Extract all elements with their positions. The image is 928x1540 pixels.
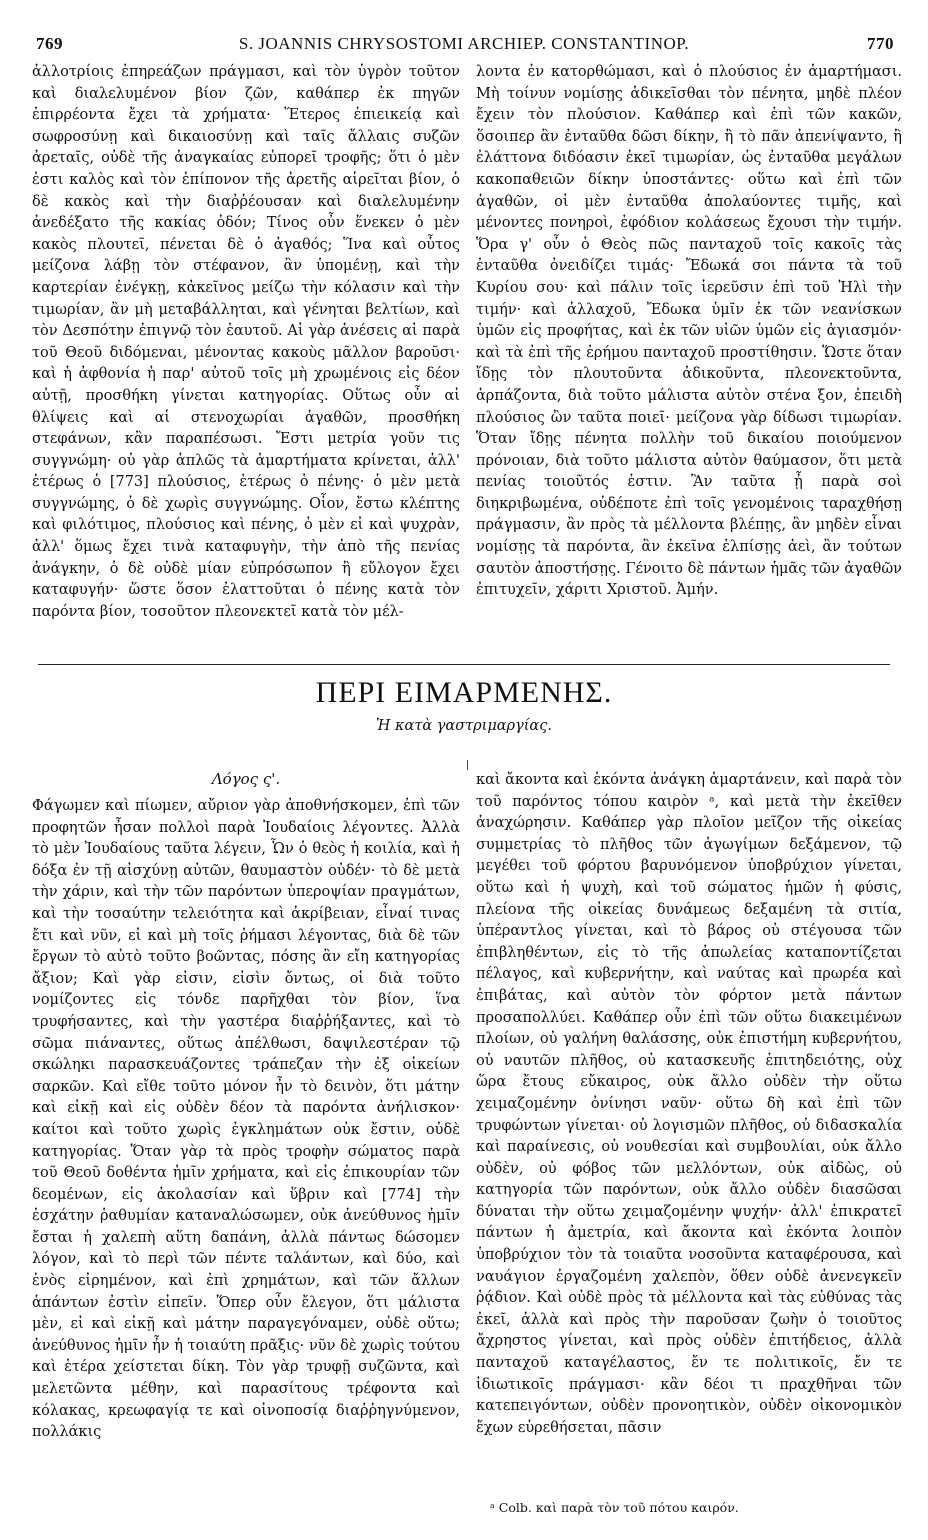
bottom-right-column [476, 770, 902, 1490]
top-right-paragraph: λοντα ἐν κατορθώμασι, καὶ ὁ πλούσιος ἐν ἁμαρτήμασι. Μὴ τοίνυν νομίσῃς ἀδικεῖσθαι τὸν πένητα, μηδὲ πλέον ἔχειν τὸν πλούσιον. Καθάπερ καὶ ἐπὶ τῶν κακῶν, ὅσοιπερ ἂν ἐνταῦθα δῶσι δίκην, ἢ τὸ πᾶν ἀπενίψαντο, ἢ ἐλάττονα διδόασιν ἐκεῖ τιμωρίαν, ὡς ἐνταῦθα μεγάλων κακοπαθειῶν δίκην ὑποστάντες· οὕτω καὶ ἐπὶ τῶν ἀγαθῶν, οἱ μὲν ἐνταῦθα ἀπολαύοντες τιμῆς, καὶ μένοντες πονηροὶ, ἐφόδιον κολάσεως ἔχουσι τὴν τιμήν. Ὅρα γ' οὖν ὁ Θεὸς πῶς πανταχοῦ τοῖς κακοῖς τὰς ἐνταῦθα ὀνειδίζει τιμάς· Ἔδωκά σοι πάντα τὰ τοῦ Κυρίου σου· καὶ πάλιν τοῖς ἱερεῦσιν ἐπὶ τοῦ Ἠλὶ τὴν τιμήν· καὶ ἀλλαχοῦ, Ἔδωκα ὑμῖν ἐκ τῶν νεανίσκων ὑμῶν εἰς προφήτας, καὶ ἐκ τῶν υἱῶν ὑμῶν εἰς ἁγιασμόν· καὶ τὰ ἐπὶ τῆς ἐρήμου πανταχοῦ προστίθησιν. Ὥστε ὅταν ἴδῃς τὸν πλουτοῦντα ἀδικοῦντα, πλεονεκτοῦντα, ἁρπάζοντα, διὰ τοῦτο μάλιστα αὐτὸν στένα ξον, ἐπειδὴ πλούσιος ὢν ταῦτα ποιεῖ· μείζονα γὰρ δίδωσι τιμωρίαν. Ὅταν ἴδῃς πένητα πολλὴν τοῦ δικαίου ποιούμενον πρόνοιαν, διὰ τοῦτο μάλιστα αὐτὸν θαύμασον, ὅτι μετὰ πενίας τοιοῦτός ἐστιν. Ἂν ταῦτα ᾖ παρὰ σοὶ διηκριβωμένα, οὐδέποτε ἐπὶ τοῖς γενομένοις ταραχθήσῃ πράγμασιν, ἂν πρὸς τὰ μέλλοντα βλέπῃς, ἂν μηδὲν εἶναι νομίσῃς τὰ παρόντα, ἂν ἐκεῖνα ἐλπίσῃς ἀεὶ, ἂν τούτων σαυτὸν ἀποστήσῃς. Γένοιτο δὲ πάντων ἡμᾶς τῶν ἀγαθῶν ἐπιτυχεῖν, χάριτι Χριστοῦ. Ἀμήν. [476, 64, 902, 599]
column-divider [467, 760, 468, 770]
bottom-left-column [32, 796, 460, 1516]
running-head [30, 34, 898, 56]
top-right-column [476, 62, 902, 652]
right-page-number: 770 [867, 34, 894, 53]
logos-heading: Λόγος ς'. [211, 770, 281, 788]
top-left-column [32, 62, 460, 652]
running-title: S. JOANNIS CHRYSOSTOMI ARCHIEP. CONSTANTINOP. [238, 34, 690, 53]
section-title: ΠΕΡΙ ΕΙΜΑΡΜΕΝΗΣ. [315, 676, 613, 709]
footnote: ᵃ Colb. καὶ παρὰ τὸν τοῦ πότου καιρόν. [490, 1500, 739, 1515]
section-subtitle: Ἡ κατὰ γαστριμαργίας. [376, 718, 552, 734]
section-divider-rule [38, 664, 890, 665]
bottom-right-paragraph: καὶ ἄκοντα καὶ ἑκόντα ἀνάγκη ἁμαρτάνειν, καὶ παρὰ τὸν τοῦ παρόντος τόπου καιρὸν ᵃ, καὶ μετὰ τὴν ἐκεῖθεν ἀναχώρησιν. Καθάπερ γὰρ πλοῖον μεῖζον τῆς οἰκείας συμμετρίας τὸ πλῆθος τῶν ἀγωγίμων δεξάμενον, τῷ μεγέθει τοῦ φόρτου βαρυνόμενον ὑποβρύχιον γίνεται, οὕτω καὶ ἡ ψυχὴ, καὶ τοῦ σώματος ἡμῶν ἡ φύσις, πλείονα τῆς οἰκείας δυνάμεως δεξαμένη τὰ σιτία, ὑπέραντλος γίνεται, καὶ τὸ βάρος οὐ στέγουσα τῶν ἐπιβληθέντων, εἰς τὸ τῆς ἀπωλείας καταποντίζεται πέλαγος, καὶ κυβερνήτην, καὶ ναύτας καὶ πρωρέα καὶ ἐπιβάτας, καὶ αὐτὸν τὸν φόρτον μετὰ πάντων προσαπολλύει. Καθάπερ οὖν ἐπὶ τῶν οὕτω διακειμένων πλοίων, οὐ γαλήνη θαλάσσης, οὐκ ἐπιστήμη κυβερνήτου, οὐ ναυτῶν πλῆθος, οὐ κατασκευῆς ἐπιτηδειότης, οὐχ ὥρα ἔτους εὔκαιρος, οὐκ ἄλλο οὐδὲν τὴν οὕτω χειμαζομένην ὀνίνησι ναῦν· οὕτω δὴ καὶ ἐπὶ τῶν τρυφώντων γίνεται· οὐ λογισμῶν πλῆθος, οὐ διδασκαλία καὶ παραίνεσις, οὐ νουθεσίαι καὶ συμβουλίαι, οὐκ ἄλλο οὐδὲν, οὐ φόβος τῶν μελλόντων, οὐκ αἰδὼς, οὐ κατηγορία τῶν παρόντων, οὐκ ἄλλο οὐδὲν διασῶσαι δύναται τὴν οὕτω χειμαζομένην ψυχήν· ἀλλ' ἐπικρατεῖ πάντων ἡ ἀμετρία, καὶ ἄκοντα καὶ ἑκόντα λοιπὸν ὑποβρύχιον τὸν τὰ τοιαῦτα νοσοῦντα καταφέρουσα, καὶ ναυάγιον ἐργαζομένη χαλεπὸν, ὅθεν οὐδὲ ἀνενεγκεῖν ῥᾴδιον. Καὶ οὐδὲ πρὸς τὰ μέλλοντα καὶ τὰς εὐθύνας τὰς ἐκεῖ, ἀλλὰ καὶ πρὸς τὴν παροῦσαν ζωὴν ὁ τοιοῦτος ἄχρηστος γίνεται, καὶ πρὸς οὐδὲν ἐπιτήδειος, ἀλλὰ πανταχοῦ καταγέλαστος, ἔν τε πολιτικοῖς, ἔν τε ἰδιωτικοῖς πράγμασι· κἂν δέοι τι πραχθῆναι τῶν κατεπειγόντων, οὐδὲν προνοητικὸν, οὐδὲν οἰκονομικὸν ἔχων εὑρεθήσεται, πᾶσιν [476, 772, 902, 1436]
left-page-number: 769 [36, 34, 63, 53]
top-left-paragraph: ἀλλοτρίοις ἐπηρεάζων πράγμασι, καὶ τὸν ὑγρὸν τοῦτον καὶ διαλελυμένον βίον ζῶν, καθάπερ ἐκ πηγῶν ἐπιρρέοντα ἔχει τὰ χρήματα· Ἕτερος ἐπιεικείᾳ καὶ σωφροσύνῃ καὶ δικαιοσύνῃ καὶ ταῖς ἄλλαις συζῶν ἀρεταῖς, οὐδὲ τῆς ἀναγκαίας εὐπορεῖ τροφῆς; ὅτι ὁ μὲν ἐστι καλὸς καὶ τὸν ἐπίπονον τῆς ἀρετῆς αἱρεῖται βίον, ὁ δὲ κακὸς καὶ τὴν διαῤῥέουσαν καὶ διαλελυμένην ἀνεδέξατο τῆς κακίας ὁδόν; Τίνος οὖν ἕνεκεν ὁ μὲν κακὸς πλουτεῖ, πένεται δὲ ὁ ἀγαθός; Ἵνα καὶ οὗτος μείζονα λάβῃ τὸν στέφανον, ἂν ὑπομένῃ, καὶ τὴν καρτερίαν ἐνέγκῃ, κἀκεῖνος μείζω τὴν κόλασιν καὶ τὴν τιμωρίαν, ἂν μὴ μεταβάλληται, καὶ γένηται βελτίων, καὶ τὸν Δεσπότην ἐπιγνῷ τὸν ἑαυτοῦ. Αἱ γὰρ ἀνέσεις αἱ παρὰ τοῦ Θεοῦ διδόμεναι, μένοντας κακοὺς μᾶλλον βαροῦσι· καὶ ἡ ἀφθονία ἡ παρ' αὐτοῦ τοῖς μὴ χρωμένοις εἰς δέον αὐτῇ, προσθήκη γίνεται κατηγορίας. Οὕτως οὖν αἱ θλίψεις καὶ αἱ στενοχωρίαι ἀγαθῶν, προσθήκη στεφάνων, κἂν παραπέσωσι. Ἔστι μετρία γοῦν τις συγγνώμη· οὐ γὰρ ἁπλῶς τὰ ἁμαρτήματα κρίνεται, ἀλλ' ἑτέρως ὁ [773] πλούσιος, ἑτέρως ὁ πένης· ὁ μὲν μετὰ συγγνώμης, ὁ δὲ χωρὶς συγγνώμης. Οἷον, ἔστω κλέπτης καὶ φιλότιμος, πλούσιος καὶ πένης, ὁ μὲν εἰ καὶ ψυχρὰν, ἀλλ' ὅμως ἔχει τινὰ καταφυγὴν, τὴν ἀπὸ τῆς πενίας ἀνάγκην, ὁ δὲ οὐδὲ μίαν εὐπρόσωπον ἢ εὔλογον ἔχει καταφυγήν· ὥστε ὅσον ἐλαττοῦται ὁ πένης κατὰ τὸν παρόντα βίον, τοσοῦτον πλεονεκτεῖ κατὰ τὸν μέλ- [32, 64, 460, 620]
bottom-left-paragraph: Φάγωμεν καὶ πίωμεν, αὔριον γὰρ ἀποθνήσκομεν, ἐπὶ τῶν προφητῶν ἦσαν πολλοὶ παρὰ Ἰουδαίοις λέγοντες. Ἀλλὰ τὸ μὲν Ἰουδαίους ταῦτα λέγειν, Ὧν ὁ θεὸς ἡ κοιλία, καὶ ἡ δόξα ἐν τῇ αἰσχύνῃ αὐτῶν, θαυμαστὸν οὐδέν· τὸ δὲ μετὰ τὴν χάριν, καὶ τὴν τῶν παρόντων ὑπεροψίαν πραγμάτων, καὶ τὴν τοσαύτην τελειότητα καὶ ἀκρίβειαν, εἶναί τινας ἔτι καὶ νῦν, εἰ καὶ μὴ τοῖς ῥήμασι λέγοντας, διὰ δὲ τῶν ἔργων τὸ αὐτὸ τοῦτο βοῶντας, πόσης ἂν εἴη κατηγορίας ἄξιον; Καὶ γὰρ εἰσιν, εἰσὶν ὄντως, οἱ διὰ τοῦτο νομίζοντες εἰς τόνδε παρῆχθαι τὸν βίον, ἵνα τρυφήσαντες, καὶ τὴν γαστέρα διαῤῥήξαντες, καὶ τὸ σῶμα πιάναντες, οὕτως ἀπέλθωσι, δαψιλεστέραν τῷ σκώληκι παρασκευάζοντες τράπεζαν τὴν ἐξ οἰκείων σαρκῶν. Καὶ εἴθε τοῦτο μόνον ἦν τὸ δεινὸν, ὅτι μάτην καὶ εἰκῇ καὶ εἰς οὐδὲν δέον τὰ παρόντα ἀνήλισκον· καίτοι καὶ τοῦτο χωρὶς ἐγκλημάτων οὐκ ἔστιν, οὐδὲ κατηγορίας. Ὅταν γὰρ τὰ πρὸς τροφὴν σώματος παρὰ τοῦ Θεοῦ δοθέντα ἡμῖν χρήματα, καὶ εἰς ἐπικουρίαν τῶν δεομένων, εἰς ἀκολασίαν καὶ ὕβριν καὶ [774] τὴν ἐσχάτην ῥαθυμίαν καταναλώσωμεν, οὐκ ἀνεύθυνος ἡμῖν ἔσται ἡ χαλεπὴ αὕτη δαπάνη, ἀλλὰ πάντως δώσομεν λόγον, καὶ τὸ περὶ τῶν πέντε ταλάντων, καὶ δύο, καὶ ἑνὸς εἰρημένον, καὶ ἐπὶ χρημάτων, καὶ τῶν ἄλλων ἁπάντων ἐστὶν εἰπεῖν. Ὅπερ οὖν ἔλεγον, ὅτι μάλιστα μὲν, εἰ καὶ εἰκῇ καὶ μάτην παραγεγόναμεν, οὐδὲ οὕτω; ἀνεύθυνος ἡμῖν ἦν ἡ τοιαύτη πρᾶξις· νῦν δὲ χωρὶς τούτου καὶ ἑτέρα χείστεται δίκη. Τὸν γὰρ τρυφῇ συζῶντα, καὶ μελετῶντα μέθην, καὶ παρασίτους τρέφοντα καὶ κόλακας, κρεωφαγίᾳ τε καὶ οἰνοποσίᾳ διαῤῥηγνύμενον, πολλάκις [32, 798, 460, 1441]
